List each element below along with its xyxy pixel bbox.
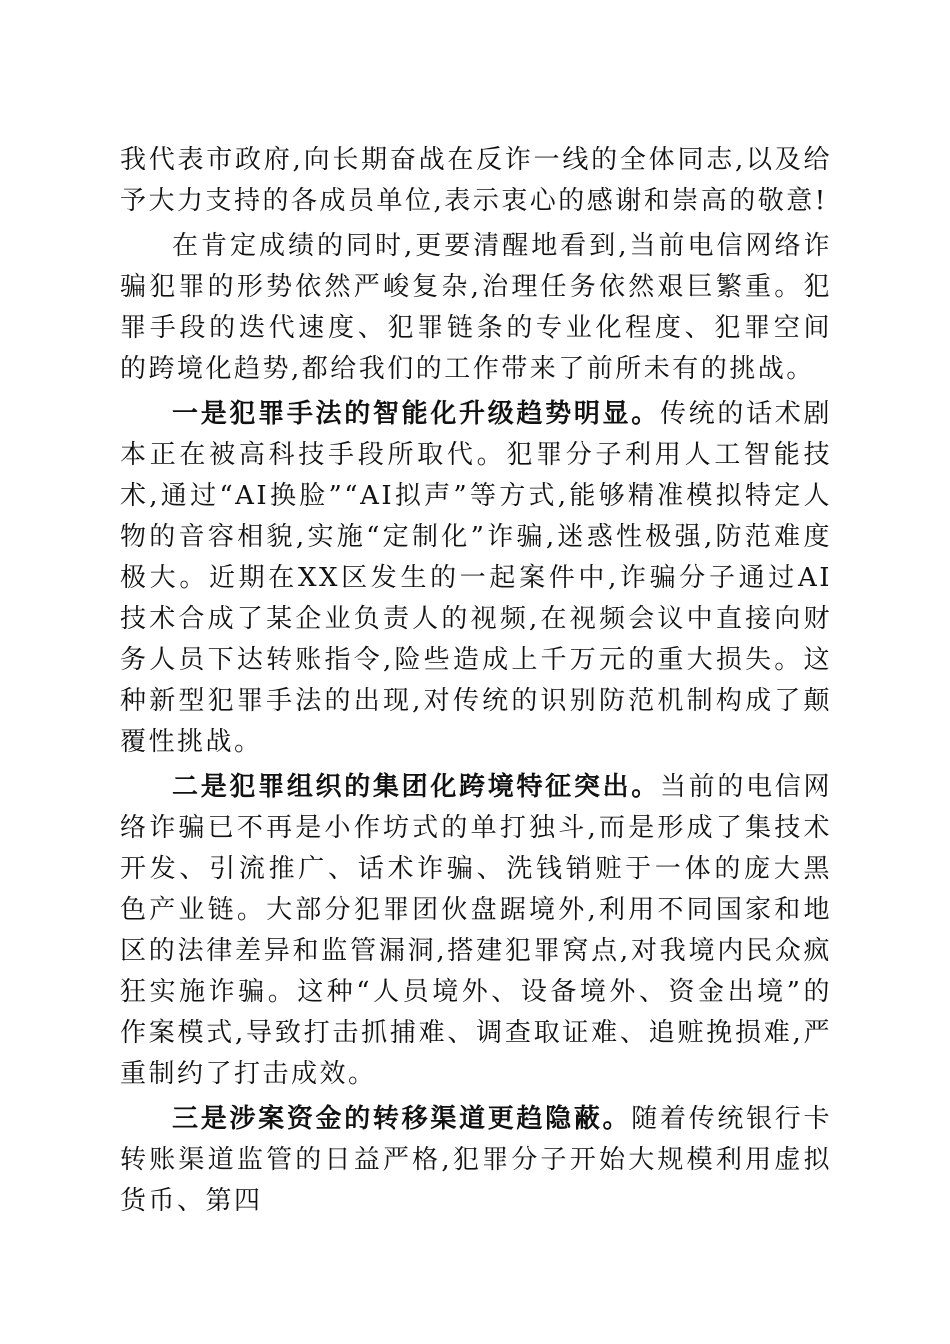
- document-body: [120, 140, 832, 1226]
- paragraph-text: 随着传统银行卡转账渠道监管的日益严格,犯罪分子开始大规模利用虚拟货币、第四: [120, 1104, 832, 1216]
- paragraph-text: 在肯定成绩的同时,更要清醒地看到,当前电信网络诈骗犯罪的形势依然严峻复杂,治理任务依然艰巨繁重。犯罪手段的迭代速度、犯罪链条的专业化程度、犯罪空间的跨境化趋势,都给我们的工作带来了前所未有的挑战。: [120, 231, 832, 384]
- paragraph-lead-heading: 三是涉案资金的转移渠道更趋隐蔽。: [172, 1104, 632, 1134]
- paragraph-point-two: [120, 767, 832, 1095]
- paragraph-lead-heading: 二是犯罪组织的集团化跨境特征突出。: [172, 772, 660, 802]
- paragraph-point-three: [120, 1099, 832, 1222]
- paragraph-thanks: [120, 140, 832, 222]
- paragraph-point-one: [120, 394, 832, 763]
- paragraph-text: 我代表市政府,向长期奋战在反诈一线的全体同志,以及给予大力支持的各成员单位,表示衷心的感谢和崇高的敬意!: [120, 145, 832, 216]
- paragraph-text: 当前的电信网络诈骗已不再是小作坊式的单打独斗,而是形成了集技术开发、引流推广、话术诈骗、洗钱销赃于一体的庞大黑色产业链。大部分犯罪团伙盘踞境外,利用不同国家和地区的法律差异和监管漏洞,搭建犯罪窝点,对我境内民众疯狂实施诈骗。这种“人员境外、设备境外、资金出境”的作案模式,导致打击抓捕难、调查取证难、追赃挽损难,严重制约了打击成效。: [120, 772, 832, 1089]
- paragraph-situation: [120, 226, 832, 390]
- paragraph-lead-heading: 一是犯罪手法的智能化升级趋势明显。: [172, 399, 660, 429]
- paragraph-text: 传统的话术剧本正在被高科技手段所取代。犯罪分子利用人工智能技术,通过“AI换脸”“AI拟声”等方式,能够精准模拟特定人物的音容相貌,实施“定制化”诈骗,迷惑性极强,防范难度极大。近期在XX区发生的一起案件中,诈骗分子通过AI技术合成了某企业负责人的视频,在视频会议中直接向财务人员下达转账指令,险些造成上千万元的重大损失。这种新型犯罪手法的出现,对传统的识别防范机制构成了颠覆性挑战。: [120, 399, 832, 757]
